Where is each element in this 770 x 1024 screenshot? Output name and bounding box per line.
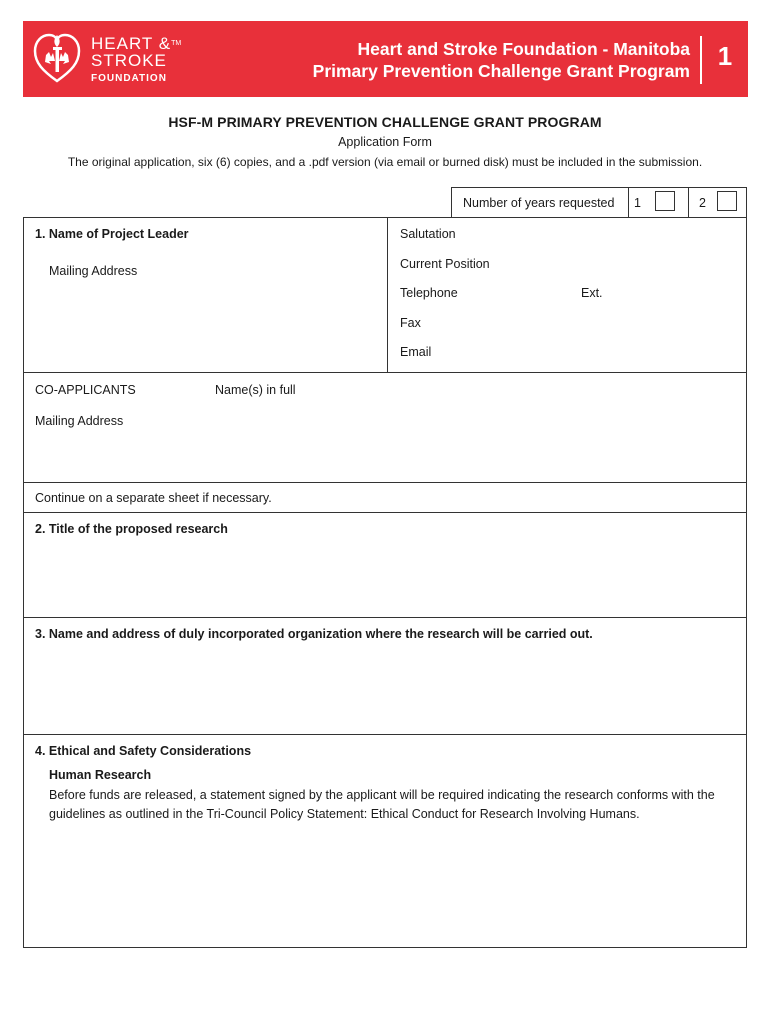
section-ethics bbox=[24, 735, 746, 947]
years-divider bbox=[628, 188, 629, 218]
continue-note-row bbox=[24, 483, 746, 513]
heart-torch-icon bbox=[33, 31, 81, 85]
project-leader-heading: 1. Name of Project Leader bbox=[35, 227, 189, 241]
fax-label: Fax bbox=[400, 316, 421, 330]
banner-titles bbox=[313, 38, 690, 82]
form-subtitle: Application Form bbox=[338, 135, 432, 149]
trademark-mark: TM bbox=[171, 40, 182, 47]
human-research-text: Before funds are released, a statement signed by the applicant will be required indicating the research conforms with the guidelines as outlined in the Tri-Council Policy Statement: Ethical Conduct for Research Involving Humans. bbox=[49, 788, 715, 821]
header-banner bbox=[23, 21, 748, 97]
year-1-checkbox[interactable] bbox=[655, 191, 675, 211]
logo-wordmark bbox=[91, 35, 181, 84]
salutation-label: Salutation bbox=[400, 227, 456, 241]
logo-line-foundation: FOUNDATION bbox=[91, 73, 167, 84]
extension-label: Ext. bbox=[581, 286, 603, 300]
coapplicants-heading: CO-APPLICANTS bbox=[35, 383, 136, 397]
section-organization bbox=[24, 618, 746, 735]
form-title: HSF-M PRIMARY PREVENTION CHALLENGE GRANT PROGRAM bbox=[168, 114, 602, 130]
section-coapplicants bbox=[24, 373, 746, 483]
current-position-label: Current Position bbox=[400, 257, 490, 271]
human-research-subheading: Human Research bbox=[49, 768, 152, 782]
year-2-checkbox[interactable] bbox=[717, 191, 737, 211]
leader-mailing-address-label: Mailing Address bbox=[49, 264, 138, 278]
telephone-label: Telephone bbox=[400, 286, 458, 300]
banner-title-line-2: Primary Prevention Challenge Grant Program bbox=[312, 61, 690, 81]
banner-divider bbox=[700, 36, 702, 84]
years-divider bbox=[688, 188, 689, 218]
years-requested-box bbox=[451, 187, 747, 217]
heart-and-stroke-logo bbox=[33, 31, 183, 91]
email-label: Email bbox=[400, 345, 432, 359]
organization-heading: 3. Name and address of duly incorporated organization where the research will be carried out. bbox=[35, 627, 593, 641]
coapplicant-mailing-address-label: Mailing Address bbox=[35, 414, 124, 428]
continue-note: Continue on a separate sheet if necessary. bbox=[35, 491, 272, 505]
ethics-heading: 4. Ethical and Safety Considerations bbox=[35, 744, 252, 758]
submission-instructions: The original application, six (6) copies, and a .pdf version (via email or burned disk) must be included in the submission. bbox=[67, 155, 703, 169]
banner-title-line-1: Heart and Stroke Foundation - Manitoba bbox=[357, 39, 690, 59]
logo-line-heart: HEART & bbox=[91, 34, 172, 53]
page-number: 1 bbox=[717, 41, 733, 71]
research-title-heading: 2. Title of the proposed research bbox=[35, 522, 228, 536]
years-requested-label: Number of years requested bbox=[463, 196, 615, 210]
year-option-2-label: 2 bbox=[699, 196, 706, 210]
logo-line-stroke: STROKE bbox=[91, 51, 167, 70]
names-in-full-label: Name(s) in full bbox=[215, 383, 296, 397]
section-project-leader bbox=[24, 218, 746, 373]
year-option-1-label: 1 bbox=[634, 196, 641, 210]
column-divider bbox=[387, 218, 388, 373]
application-form bbox=[23, 217, 747, 948]
section-research-title bbox=[24, 513, 746, 618]
